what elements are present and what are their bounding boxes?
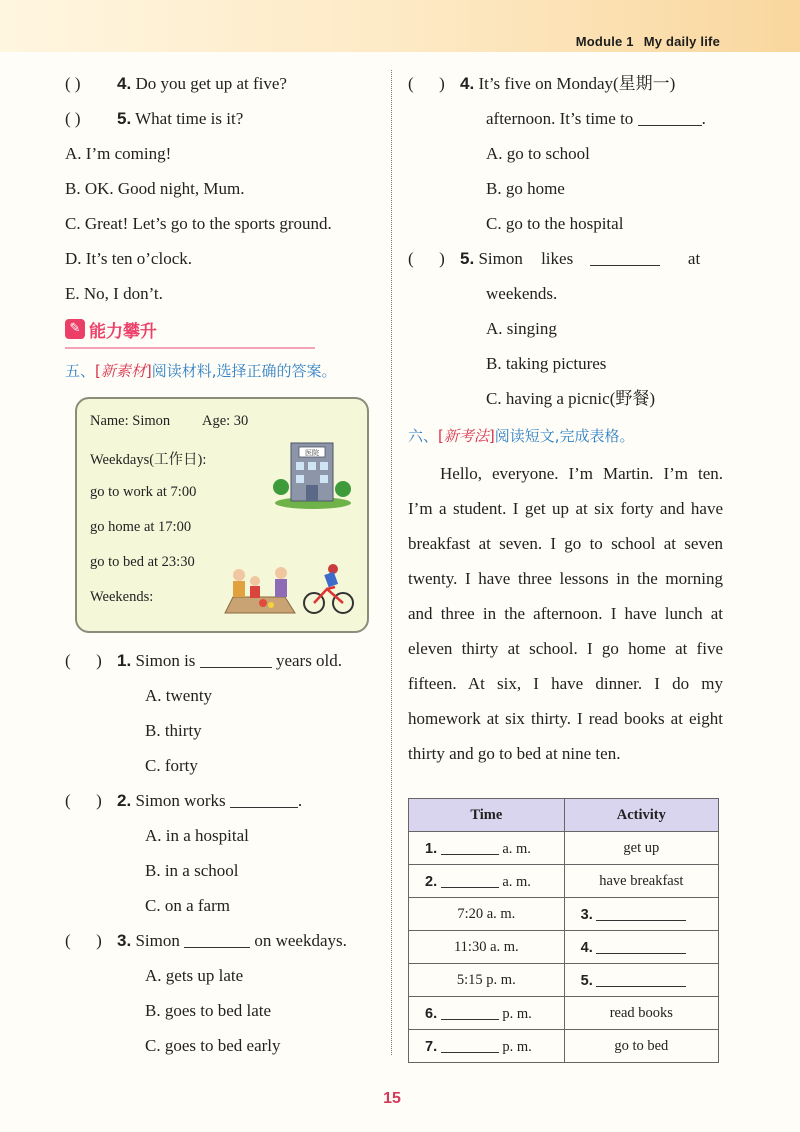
right-column <box>408 66 723 771</box>
answer-blank[interactable] <box>441 871 499 888</box>
cyclist-illustration <box>303 563 355 617</box>
option-e: E. No, I don’t. <box>65 284 163 303</box>
question-5-matching: ( ) 5. What time is it? <box>65 101 375 136</box>
question-4-matching: ( ) 4. Do you get up at five? <box>65 66 375 101</box>
reading-passage: Hello, everyone. I’m Martin. I’m ten. I’m a student. I get up at six forty and have breakfast at seven. I go to school at seven twenty. I have three lessons in the morning and three in the afternoon. I have lunch at eleven thirty at school. I go home at five fifteen. At six, I have dinner. I do my homework at six thirty. I read books at eight thirty and go to bed at nine ten. <box>408 464 723 763</box>
answer-blank[interactable] <box>638 109 702 126</box>
answer-blank[interactable] <box>441 838 499 855</box>
answer-paren[interactable]: ( ) <box>65 109 81 128</box>
option-b: B. OK. Good night, Mum. <box>65 179 245 198</box>
section-6-title: 六、[新考法]阅读短文,完成表格。 <box>408 427 635 445</box>
info-name: Name: Simon <box>90 413 171 429</box>
answer-paren[interactable]: ( ) <box>65 791 102 810</box>
table-row: 1. a. m. get up <box>409 832 719 865</box>
q3-option-a: A. gets up late <box>145 966 244 985</box>
info-weekends: Weekends: <box>90 589 154 605</box>
left-column <box>65 66 375 1063</box>
hospital-illustration <box>273 435 353 511</box>
q1-option-b: B. thirty <box>145 721 202 740</box>
question-3: ( ) 3. Simon on weekdays. <box>65 923 375 958</box>
page-number: 15 <box>383 1090 401 1107</box>
hospital-sign: 医院 <box>305 449 319 457</box>
answer-blank[interactable] <box>596 970 686 987</box>
answer-paren[interactable]: ( ) <box>408 249 445 268</box>
info-bed: go to bed at 23:30 <box>90 554 195 570</box>
table-row: 11:30 a. m. 4. <box>409 931 719 964</box>
answer-paren[interactable]: ( ) <box>65 651 102 670</box>
table-row: 6. p. m. read books <box>409 997 719 1030</box>
question-5-reading: ( ) 5. Simon likes at <box>408 241 723 276</box>
table-row: 5:15 p. m. 5. <box>409 964 719 997</box>
table-header: Time Activity <box>409 799 719 832</box>
question-5-line2: weekends. <box>486 284 558 303</box>
r-q5-option-c: C. having a picnic(野餐) <box>486 389 656 408</box>
pencil-icon: ✎ <box>65 319 85 339</box>
picnic-illustration <box>219 559 301 617</box>
answer-paren[interactable]: ( ) <box>65 74 81 93</box>
q1-option-a: A. twenty <box>145 686 213 705</box>
r-q4-option-b: B. go home <box>486 179 565 198</box>
question-1: ( ) 1. Simon is years old. <box>65 643 375 678</box>
answer-blank[interactable] <box>184 931 250 948</box>
answer-blank[interactable] <box>230 791 298 808</box>
activity-table <box>408 798 719 1063</box>
info-work: go to work at 7:00 <box>90 484 197 500</box>
question-4-line2: afternoon. It’s time to . <box>486 109 706 128</box>
answer-blank[interactable] <box>590 249 660 266</box>
q2-option-a: A. in a hospital <box>145 826 249 845</box>
option-a: A. I’m coming! <box>65 144 172 163</box>
r-q5-option-a: A. singing <box>486 319 557 338</box>
module-header: Module 1 My daily life <box>575 34 720 49</box>
r-q4-option-a: A. go to school <box>486 144 590 163</box>
ability-heading: ✎ 能力攀升 <box>65 311 315 349</box>
info-weekdays: Weekdays(工作日): <box>90 452 207 468</box>
info-home: go home at 17:00 <box>90 519 192 535</box>
r-q4-option-c: C. go to the hospital <box>486 214 624 233</box>
r-q5-option-b: B. taking pictures <box>486 354 607 373</box>
q2-option-c: C. on a farm <box>145 896 230 915</box>
table-row: 2. a. m. have breakfast <box>409 865 719 898</box>
question-2: ( ) 2. Simon works . <box>65 783 375 818</box>
answer-blank[interactable] <box>200 651 272 668</box>
table-row: 7:20 a. m. 3. <box>409 898 719 931</box>
answer-blank[interactable] <box>596 904 686 921</box>
info-age: Age: 30 <box>202 413 249 429</box>
q3-option-c: C. goes to bed early <box>145 1036 281 1055</box>
answer-blank[interactable] <box>441 1003 499 1020</box>
answer-blank[interactable] <box>596 937 686 954</box>
table-row: 7. p. m. go to bed <box>409 1030 719 1063</box>
q2-option-b: B. in a school <box>145 861 239 880</box>
q1-option-c: C. forty <box>145 756 198 775</box>
section-5-title: 五、[新素材]阅读材料,选择正确的答案。 <box>65 362 337 380</box>
answer-paren[interactable]: ( ) <box>408 74 445 93</box>
question-4-reading: ( ) 4. It’s five on Monday(星期一) <box>408 66 723 101</box>
option-c: C. Great! Let’s go to the sports ground. <box>65 214 332 233</box>
answer-blank[interactable] <box>441 1036 499 1053</box>
simon-info-card <box>75 397 369 633</box>
column-divider <box>391 70 392 1055</box>
option-d: D. It’s ten o’clock. <box>65 249 192 268</box>
q3-option-b: B. goes to bed late <box>145 1001 272 1020</box>
answer-paren[interactable]: ( ) <box>65 931 102 950</box>
